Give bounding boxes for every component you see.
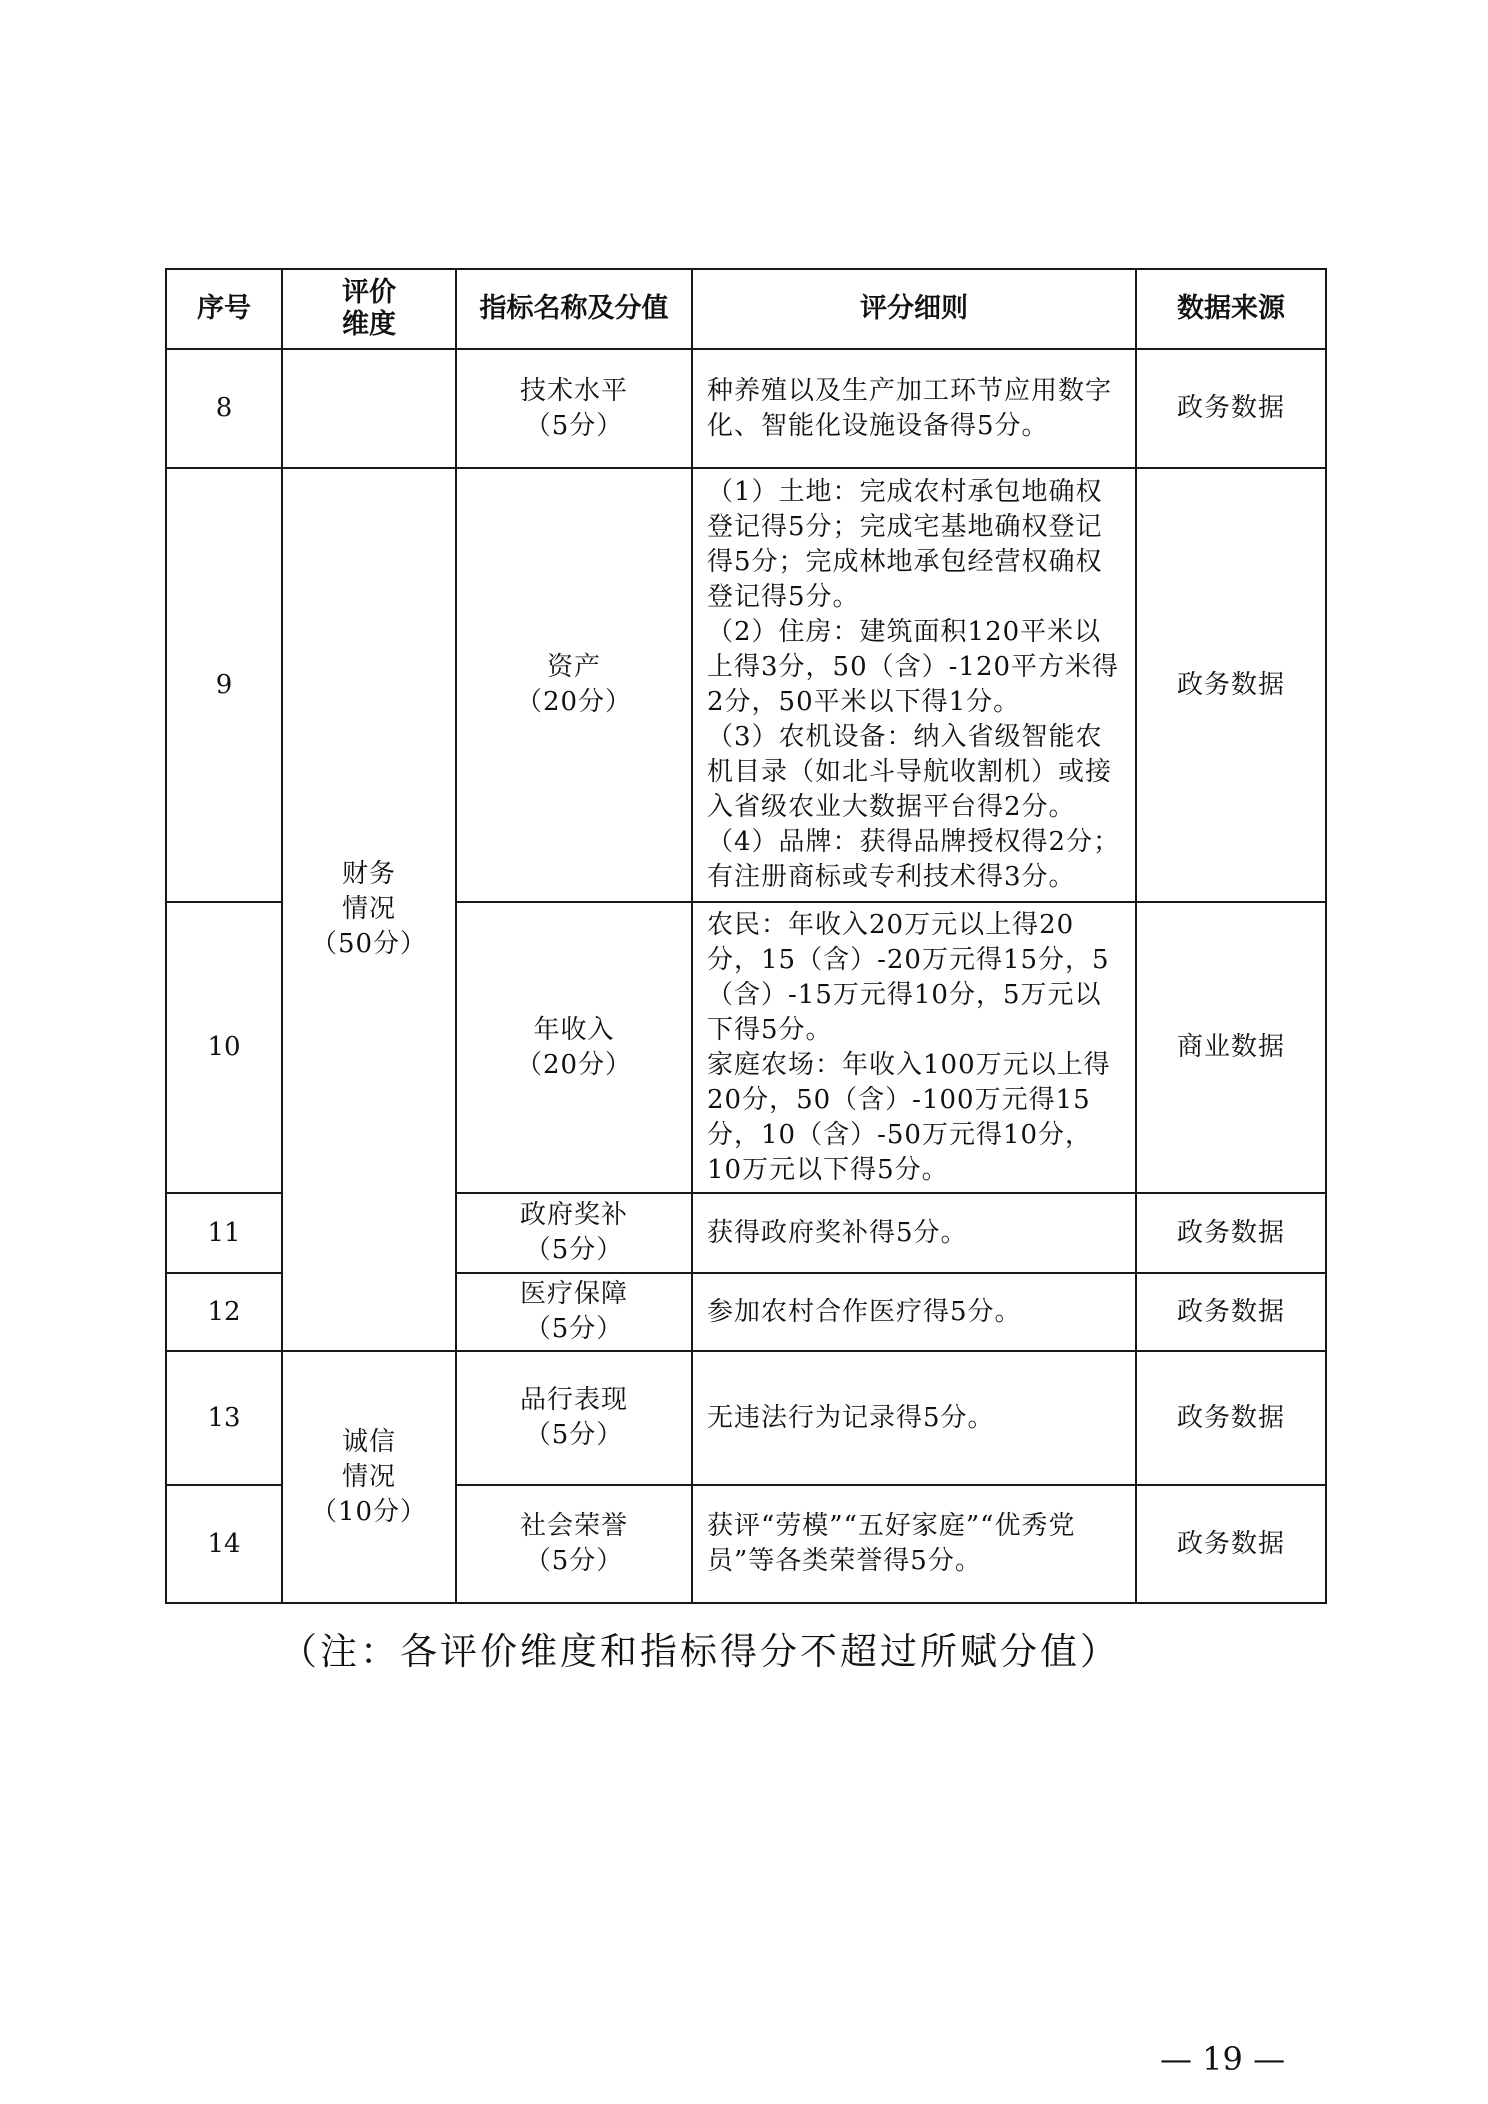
header-source: 数据来源 [1136, 269, 1326, 349]
dimension-finance: 财务 情况 （50分） [282, 468, 456, 1351]
page-number: — 19 — [1160, 2040, 1286, 2078]
row-rules: 参加农村合作医疗得5分。 [692, 1273, 1136, 1351]
row-indicator: 资产 （20分） [456, 468, 692, 902]
row-indicator: 医疗保障 （5分） [456, 1273, 692, 1351]
header-indicator: 指标名称及分值 [456, 269, 692, 349]
row-source: 政务数据 [1136, 349, 1326, 468]
row-rules: 获得政府奖补得5分。 [692, 1193, 1136, 1273]
row-source: 商业数据 [1136, 902, 1326, 1193]
evaluation-table [165, 268, 1327, 1604]
row-indicator: 政府奖补 （5分） [456, 1193, 692, 1273]
row-rules: 获评“劳模”“五好家庭”“优秀党员”等各类荣誉得5分。 [692, 1485, 1136, 1603]
row-rules: 无违法行为记录得5分。 [692, 1351, 1136, 1485]
row-indicator: 年收入 （20分） [456, 902, 692, 1193]
row-seq: 12 [166, 1273, 282, 1351]
row-source: 政务数据 [1136, 1351, 1326, 1485]
table-row [166, 468, 1326, 902]
row-seq: 14 [166, 1485, 282, 1603]
row-indicator: 社会荣誉 （5分） [456, 1485, 692, 1603]
row-rules: （1）土地：完成农村承包地确权登记得5分；完成宅基地确权登记得5分；完成林地承包经营权确权登记得5分。 （2）住房：建筑面积120平米以上得3分，50（含）-120平方米得2分，50平米以下得1分。 （3）农机设备：纳入省级智能农机目录（如北斗导航收割机）或接入省级农业大数据平台得2分。 （4）品牌：获得品牌授权得2分；有注册商标或专利技术得3分。 [692, 468, 1136, 902]
footnote: （注：各评价维度和指标得分不超过所赋分值） [280, 1630, 1120, 1673]
header-seq: 序号 [166, 269, 282, 349]
row-rules: 农民：年收入20万元以上得20分，15（含）-20万元得15分，5（含）-15万元得10分，5万元以下得5分。 家庭农场：年收入100万元以上得20分，50（含）-100万元得15分，10（含）-50万元得10分，10万元以下得5分。 [692, 902, 1136, 1193]
row-indicator: 技术水平 （5分） [456, 349, 692, 468]
row-source: 政务数据 [1136, 468, 1326, 902]
table-header-row [166, 269, 1326, 349]
table-row [166, 1351, 1326, 1485]
row-seq: 11 [166, 1193, 282, 1273]
header-rules: 评分细则 [692, 269, 1136, 349]
row-seq: 10 [166, 902, 282, 1193]
row-source: 政务数据 [1136, 1193, 1326, 1273]
row-indicator: 品行表现 （5分） [456, 1351, 692, 1485]
dimension-cell-empty [282, 349, 456, 468]
dimension-integrity: 诚信 情况 （10分） [282, 1351, 456, 1603]
table-row [166, 349, 1326, 468]
row-source: 政务数据 [1136, 1273, 1326, 1351]
row-seq: 9 [166, 468, 282, 902]
row-source: 政务数据 [1136, 1485, 1326, 1603]
row-rules: 种养殖以及生产加工环节应用数字化、智能化设施设备得5分。 [692, 349, 1136, 468]
row-seq: 13 [166, 1351, 282, 1485]
row-seq: 8 [166, 349, 282, 468]
header-dimension: 评价 维度 [282, 269, 456, 349]
